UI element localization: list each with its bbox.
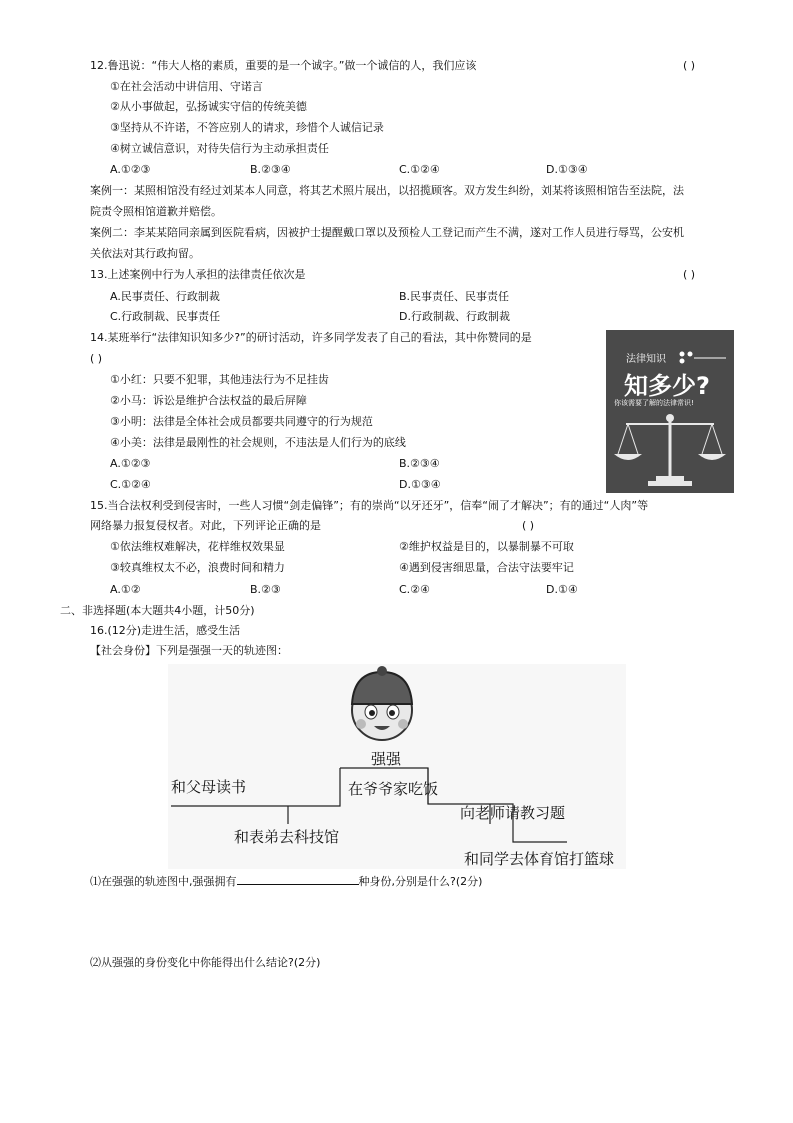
q15-stem-line2: 网络暴力报复侵权者。对此，下列评论正确的是 bbox=[90, 519, 321, 532]
q14-choice-d[interactable]: D.①③④ bbox=[399, 478, 441, 491]
node-ask-teacher: 向老师请教习题 bbox=[460, 804, 566, 822]
q15-option-4: ④遇到侵害细思量，合法守法要牢记 bbox=[399, 561, 574, 574]
trajectory-diagram bbox=[168, 664, 626, 869]
q12-option-3: ③坚持从不许诺，不答应别人的请求，珍惜个人诚信记录 bbox=[110, 121, 384, 134]
q13-answer-paren[interactable]: ( ) bbox=[683, 268, 696, 281]
q16-sub1-blank[interactable] bbox=[237, 873, 359, 885]
node-basketball: 和同学去体育馆打篮球 bbox=[464, 850, 615, 868]
q14-answer-paren[interactable]: ( ) bbox=[90, 352, 103, 365]
q16-intro: 【社会身份】下列是强强一天的轨迹图： bbox=[90, 644, 288, 657]
q14-choice-a[interactable]: A.①②③ bbox=[110, 457, 151, 470]
poster-line1: 法律知识 bbox=[626, 354, 666, 365]
q12-choice-a[interactable]: A.①②③ bbox=[110, 163, 151, 176]
q14-option-1: ①小红：只要不犯罪，其他违法行为不足挂齿 bbox=[110, 373, 329, 386]
q16-title: 16.(12分)走进生活，感受生活 bbox=[90, 624, 241, 637]
q15-answer-paren[interactable]: ( ) bbox=[522, 519, 535, 532]
q13-choice-c[interactable]: C.行政制裁、民事责任 bbox=[110, 310, 221, 323]
case1-line1: 案例一：某照相馆没有经过刘某本人同意，将其艺术照片展出，以招揽顾客。双方发生纠纷，刘某将该照相馆告至法院，法 bbox=[90, 184, 684, 197]
q12-choice-b[interactable]: B.②③④ bbox=[250, 163, 291, 176]
node-center: 强强 bbox=[371, 750, 402, 768]
scales-of-justice-icon bbox=[606, 410, 734, 493]
case2-line1: 案例二：李某某陪同亲属到医院看病，因被护士提醒戴口罩以及预检人工登记而产生不满，遂对工作人员进行辱骂，公安机 bbox=[90, 226, 684, 239]
q13-choice-a[interactable]: A.民事责任、行政制裁 bbox=[110, 290, 220, 303]
q12-answer-paren[interactable]: ( ) bbox=[683, 59, 696, 72]
q12-stem: 12.鲁迅说：“伟大人格的素质，重要的是一个诚字。”做一个诚信的人，我们应该 bbox=[90, 59, 477, 72]
section-heading: 二、非选择题(本大题共4小题，计50分) bbox=[60, 604, 255, 617]
q13-choice-d[interactable]: D.行政制裁、行政制裁 bbox=[399, 310, 510, 323]
q15-choice-b[interactable]: B.②③ bbox=[250, 583, 281, 596]
dots-icon bbox=[678, 350, 728, 364]
node-read-with-parents: 和父母读书 bbox=[171, 778, 247, 796]
q15-option-3: ③较真维权太不必，浪费时间和精力 bbox=[110, 561, 285, 574]
q14-option-4: ④小美：法律是最刚性的社会规则，不违法是人们行为的底线 bbox=[110, 436, 406, 449]
q15-choice-c[interactable]: C.②④ bbox=[399, 583, 430, 596]
q12-choice-c[interactable]: C.①②④ bbox=[399, 163, 440, 176]
case1-line2: 院责令照相馆道歉并赔偿。 bbox=[90, 205, 222, 218]
q15-choice-a[interactable]: A.①② bbox=[110, 583, 141, 596]
q15-option-1: ①依法维权难解决，花样维权效果显 bbox=[110, 540, 285, 553]
q12-option-4: ④树立诚信意识，对待失信行为主动承担责任 bbox=[110, 142, 329, 155]
q16-sub1-suffix: 种身份,分别是什么?(2分) bbox=[358, 875, 483, 888]
q13-stem: 13.上述案例中行为人承担的法律责任依次是 bbox=[90, 268, 306, 281]
q14-stem: 14.某班举行“法律知识知多少?”的研讨活动，许多同学发表了自己的看法，其中你赞同的是 bbox=[90, 331, 532, 344]
q15-stem-line1: 15.当合法权利受到侵害时，一些人习惯“剑走偏锋”；有的崇尚“以牙还牙”，信奉“闹了才解决”；有的通过“人肉”等 bbox=[90, 499, 649, 512]
poster-line3: 你该需要了解的法律常识! bbox=[614, 399, 694, 407]
q14-option-3: ③小明：法律是全体社会成员都要共同遵守的行为规范 bbox=[110, 415, 373, 428]
node-dinner-at-grandpa: 在爷爷家吃饭 bbox=[348, 780, 439, 798]
case2-line2: 关依法对其行政拘留。 bbox=[90, 247, 200, 260]
q15-option-2: ②维护权益是目的，以暴制暴不可取 bbox=[399, 540, 574, 553]
q12-option-1: ①在社会活动中讲信用、守诺言 bbox=[110, 80, 263, 93]
q12-option-2: ②从小事做起，弘扬诚实守信的传统美德 bbox=[110, 100, 307, 113]
q16-sub2: ⑵从强强的身份变化中你能得出什么结论?(2分) bbox=[90, 956, 321, 969]
q13-choice-b[interactable]: B.民事责任、民事责任 bbox=[399, 290, 510, 303]
q12-choice-d[interactable]: D.①③④ bbox=[546, 163, 588, 176]
law-knowledge-poster bbox=[606, 330, 734, 493]
q16-sub1 bbox=[90, 873, 482, 890]
q14-option-2: ②小马：诉讼是维护合法权益的最后屏障 bbox=[110, 394, 307, 407]
q16-sub1-prefix: ⑴在强强的轨迹图中,强强拥有 bbox=[90, 875, 237, 888]
node-science-museum: 和表弟去科技馆 bbox=[234, 828, 340, 846]
q14-choice-c[interactable]: C.①②④ bbox=[110, 478, 151, 491]
q14-choice-b[interactable]: B.②③④ bbox=[399, 457, 440, 470]
poster-line2: 知多少? bbox=[624, 372, 710, 400]
q15-choice-d[interactable]: D.①④ bbox=[546, 583, 578, 596]
